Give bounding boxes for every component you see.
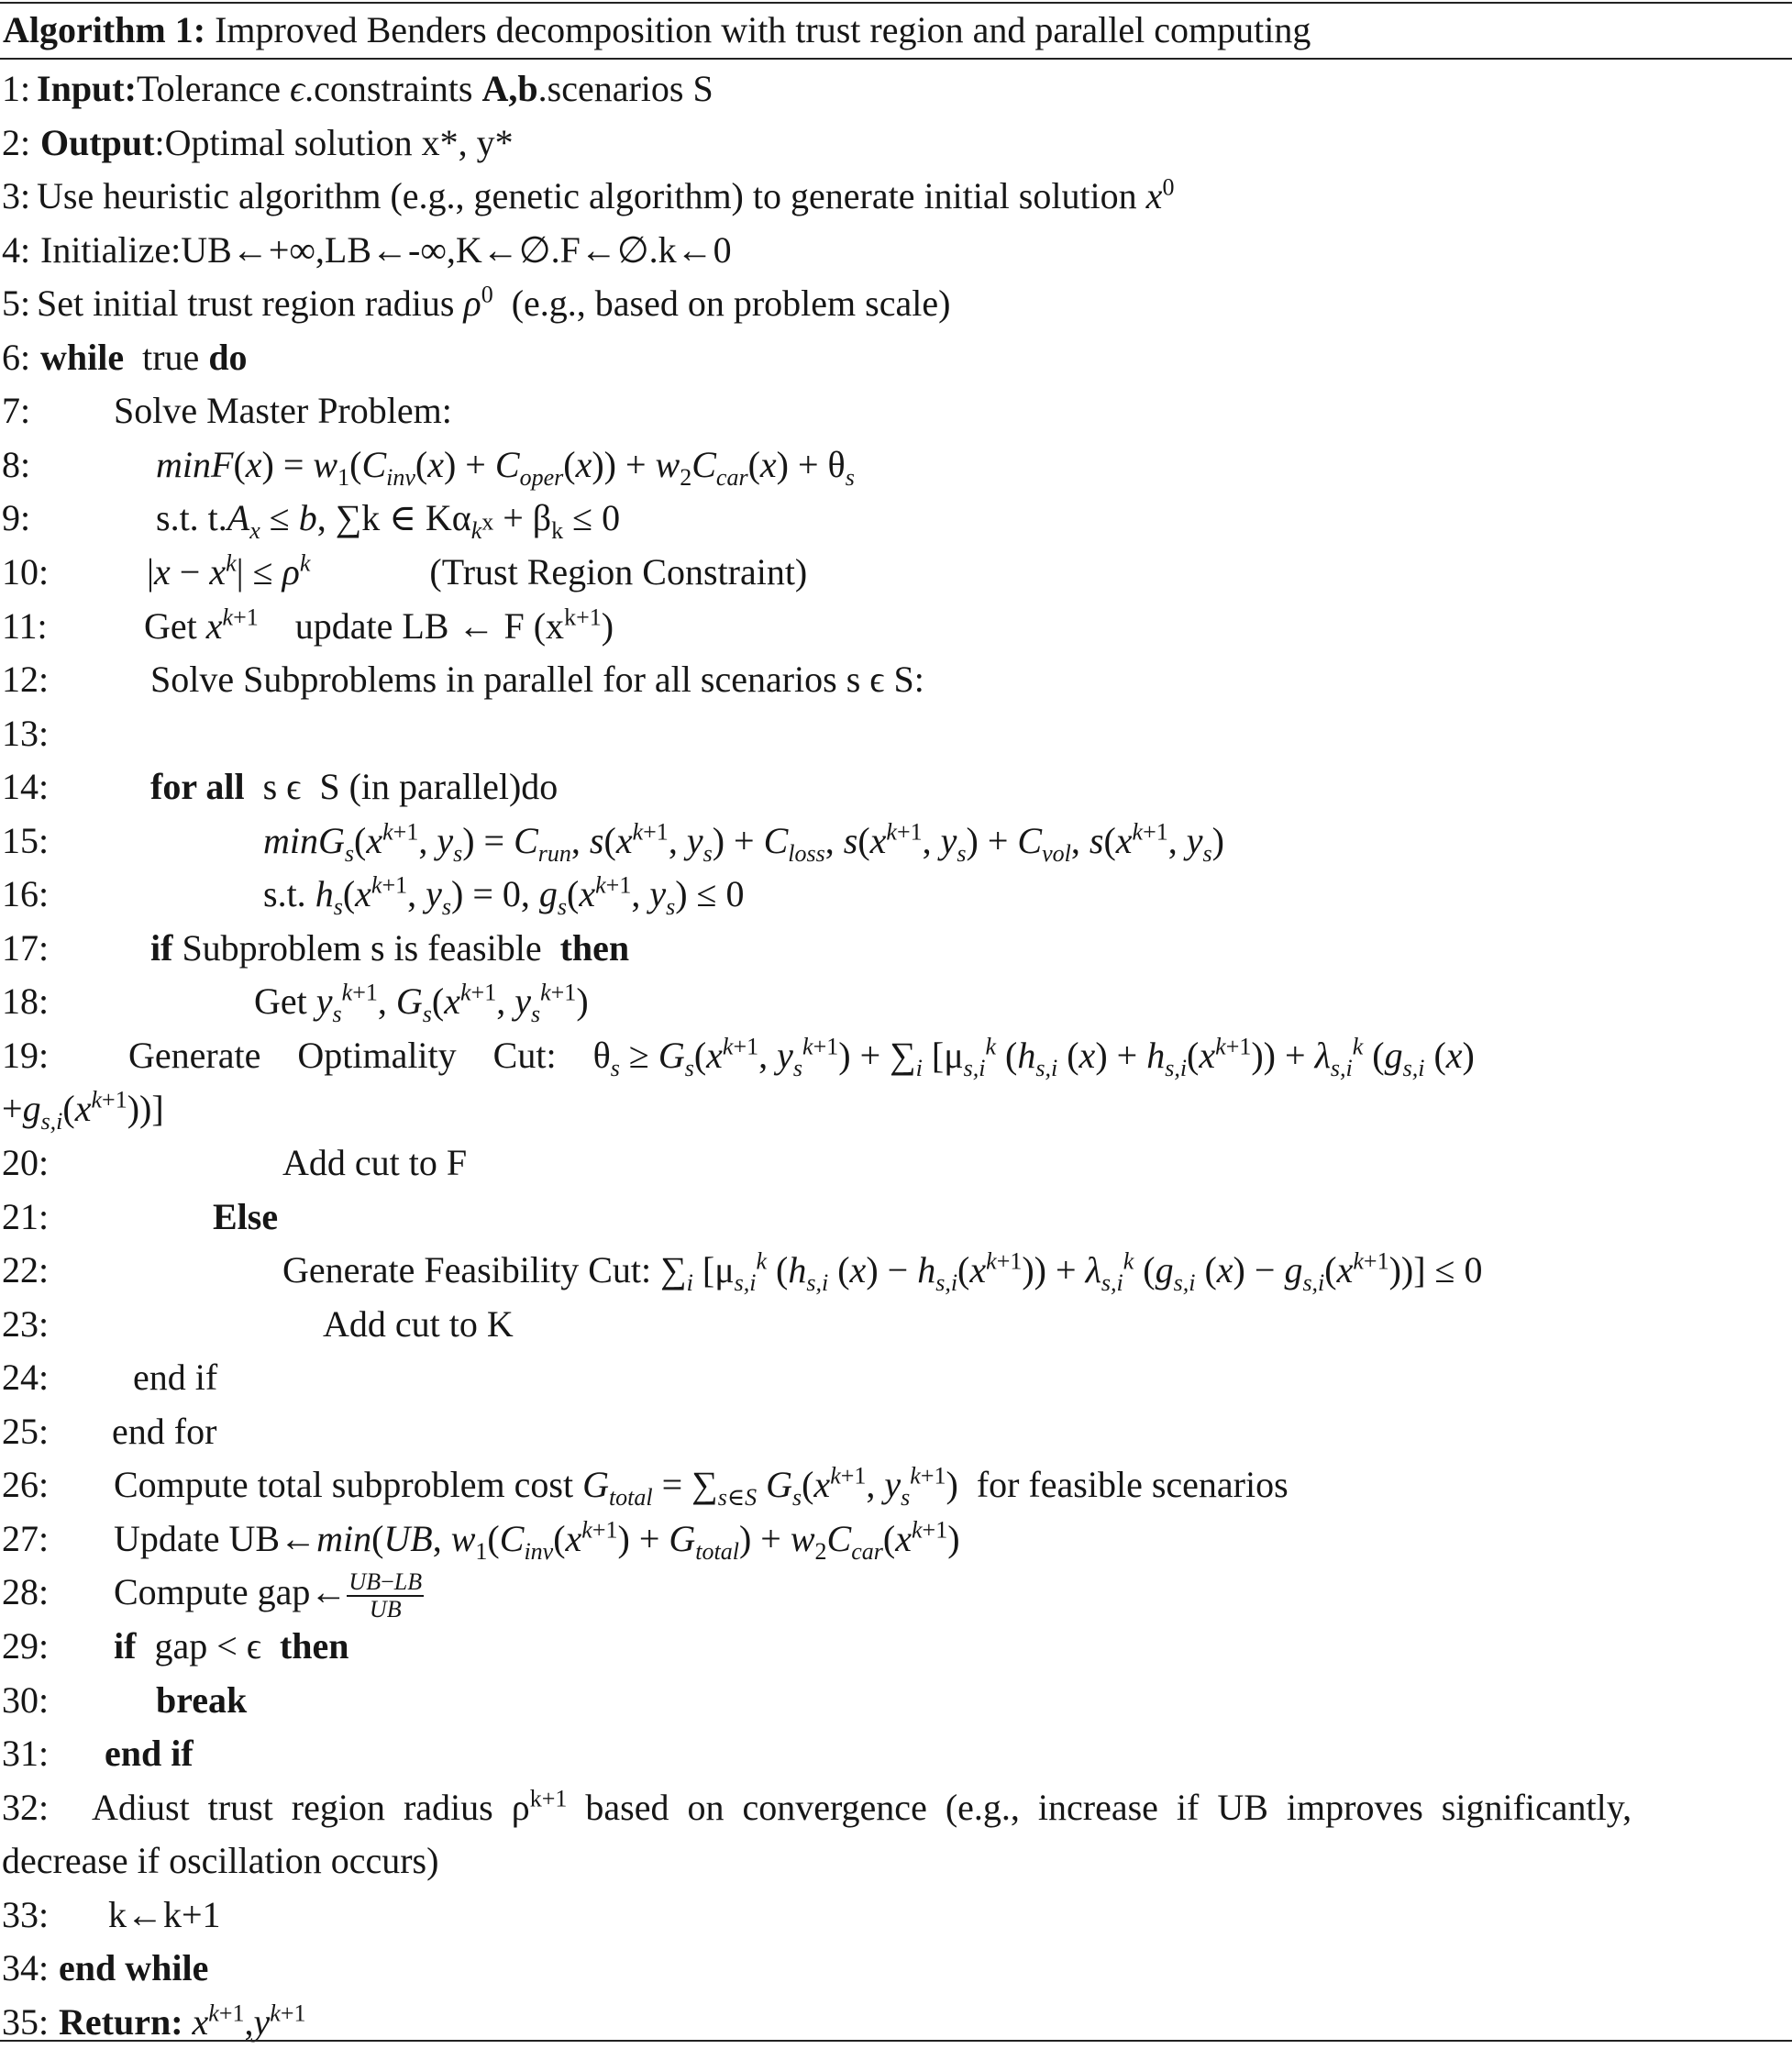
line-number: 3: [2, 175, 31, 217]
line-text: Use heuristic algorithm (e.g., genetic algorithm) to generate initial solution $x^0$ [37, 173, 1175, 217]
algorithm-line [0, 492, 1792, 545]
line-text: end for [112, 1410, 217, 1452]
line-text: end while [59, 1947, 209, 1989]
line-text: Get $x^{k+1}$ update LB ← F $(x^{k+1})$ [144, 604, 614, 647]
algorithm-line [0, 1244, 1792, 1297]
algorithm-line [0, 277, 1792, 330]
line-text: decrease if oscillation occurs) [2, 1840, 439, 1882]
line-number: 26: [2, 1464, 50, 1506]
line-number: 9: [2, 497, 31, 539]
line-number: 24: [2, 1357, 50, 1399]
line-text: $\min G_s(x^{k+1}$, $y_s) = C_{run}$, $s(x^{k+1}$, $y_s) + C_{loss}$, $s(x^{k+1}$, $y_s) + C_{vol}$, $s(x^{k+1}$, $y_s$) [263, 818, 1224, 867]
line-number: 12: [2, 659, 50, 701]
line-text: while true do [40, 336, 248, 378]
algorithm-line [0, 600, 1792, 653]
algorithm-line [0, 1512, 1792, 1566]
line-text: Solve Subproblems in parallel for all scenarios s ϵ S: [150, 659, 924, 701]
line-number: 32: [2, 1786, 50, 1828]
algorithm-line [0, 1082, 1792, 1135]
line-number: 8: [2, 443, 31, 485]
algorithm-line [0, 814, 1792, 868]
line-text: Generate Feasibility Cut: $\sum_i$ [$\mu_{s,i}^k$ ($h_{s,i}$ $(x) - h_{s,i}(x^{k+1})) + \lambda_{s,i}^k$ ($g_{s,i}$ $(x) - g_{s,i}(x^{k+1}))] \le 0$ [282, 1247, 1483, 1297]
line-number: 5: [2, 282, 31, 325]
line-text: Get $y_s^{k+1}$, $G_s(x^{k+1}$, $y_s^{k+1}$) [254, 980, 589, 1028]
algorithm-line [0, 1298, 1792, 1351]
algorithm-header [3, 6, 1311, 55]
algorithm-line [0, 975, 1792, 1028]
algorithm-line [0, 653, 1792, 706]
line-number: 1: [2, 68, 31, 109]
algorithm-line [0, 1566, 1792, 1623]
line-number: 25: [2, 1410, 50, 1452]
line-text: end if [133, 1357, 218, 1399]
algorithm-line [0, 170, 1792, 223]
line-number: 29: [2, 1624, 50, 1667]
line-number: 20: [2, 1142, 50, 1183]
algorithm-line [0, 224, 1792, 277]
algorithm-line [0, 1674, 1792, 1727]
line-text: Add cut to F [282, 1142, 468, 1183]
line-number: 7: [2, 390, 31, 432]
algorithm-line [0, 1405, 1792, 1458]
line-number: 17: [2, 926, 50, 969]
line-text: break [156, 1678, 248, 1721]
line-text: end if [105, 1733, 194, 1775]
line-number: 23: [2, 1302, 50, 1345]
line-text: Adiust trust region radius $\rho^{k+1}$ based on convergence (e.g., increase if UB improves significantly, [92, 1785, 1632, 1828]
algorithm-line [0, 546, 1792, 599]
line-number: 15: [2, 819, 50, 861]
algorithm-line [0, 1727, 1792, 1780]
line-number: 14: [2, 766, 50, 808]
algorithm-line [0, 116, 1792, 170]
line-number: 11: [2, 604, 48, 647]
line-number: 33: [2, 1893, 50, 1935]
line-text: for all s ϵ S (in parallel)do [150, 766, 559, 808]
line-text: s.t. $t.A_x \le b$, ∑k ∈ $K\alpha_{k^x} + \beta_k \le 0$ [156, 497, 621, 545]
line-number: 6: [2, 336, 31, 378]
line-number: 27: [2, 1517, 50, 1559]
line-text: $+g_{s,i}(x^{k+1})$)] [2, 1087, 164, 1135]
line-text: if gap < ϵ then [114, 1624, 349, 1667]
line-text: Compute gap← $\frac{UB-LB}{UB}$ [114, 1568, 423, 1623]
line-number: 21: [2, 1195, 50, 1237]
line-number: 35: [2, 2000, 50, 2043]
line-number: 16: [2, 873, 50, 915]
line-number: 31: [2, 1733, 50, 1775]
line-text: Return: $x^{k+1},y^{k+1}$ [59, 1999, 306, 2043]
line-number: 18: [2, 980, 50, 1023]
top-rule [0, 2, 1792, 4]
algorithm-label: Algorithm 1: [3, 9, 206, 50]
algorithm-line [0, 1191, 1792, 1244]
algorithm-line [0, 1942, 1792, 1995]
algorithm-title: Improved Benders decomposition with trust region and parallel computing [215, 9, 1311, 50]
line-text: $\min F(x) = w_1(C_{inv}(x) + C_{oper}(x)) + w_2C_{car}(x) + \theta_s$ [156, 443, 855, 491]
algorithm-line [0, 1458, 1792, 1512]
line-text: Input:Tolerance ϵ.constraints A,b.scenarios S [37, 68, 713, 109]
line-text: Generate Optimality Cut: $\theta_s \ge G_s(x^{k+1}$, $y_s^{k+1}) + \sum_i$ [$\mu_{s,i}^k$ ($h_{s,i}$ $(x) + h_{s,i}(x^{k+1})) + \lambda_{s,i}^k$ ($g_{s,i}$ (x) [128, 1033, 1475, 1081]
algorithm-line [0, 760, 1792, 814]
algorithm-line [0, 922, 1792, 975]
line-text: Output:Optimal solution x*, y* [40, 121, 514, 163]
algorithm-line [0, 384, 1792, 437]
line-number: 2: [2, 121, 31, 163]
line-text: if Subproblem s is feasible then [150, 926, 630, 969]
algorithm-line [0, 62, 1792, 116]
algorithm-line [0, 1620, 1792, 1673]
line-number: 19: [2, 1034, 50, 1076]
header-rule [0, 58, 1792, 60]
algorithm-line [0, 868, 1792, 921]
bottom-rule [0, 2040, 1792, 2042]
line-text: Else [213, 1195, 279, 1237]
line-number: 30: [2, 1678, 50, 1721]
algorithm-line [0, 438, 1792, 492]
line-number: 28: [2, 1571, 50, 1613]
algorithm-line [0, 1136, 1792, 1190]
line-number: 10: [2, 550, 50, 593]
algorithm-line [0, 1834, 1792, 1888]
algorithm-line [0, 1029, 1792, 1082]
line-number: 13: [2, 712, 50, 754]
line-text: $|x - x^k| \le \rho^k$ (Trust Region Constraint) [147, 549, 808, 593]
algorithm-line [0, 1888, 1792, 1942]
algorithm-line [0, 331, 1792, 384]
line-text: Set initial trust region radius $\rho^0$ (e.g., based on problem scale) [37, 281, 951, 325]
line-number: 34: [2, 1947, 50, 1989]
algorithm-line [0, 1781, 1792, 1834]
line-text: s.t. $h_s(x^{k+1}$, $y_s) = 0$, $g_s(x^{k+1}$, $y_s) \le 0$ [263, 871, 745, 921]
line-number: 4: [2, 228, 31, 271]
line-text: Initialize:UB←+∞,LB←-∞,K←∅.F←∅.k←0 [40, 228, 732, 271]
line-text: k←k+1 [108, 1893, 221, 1935]
line-text: Update UB←min(UB, $w_1(C_{inv}(x^{k+1}) + G_{total}) + w_2C_{car}(x^{k+1})$ [114, 1516, 960, 1565]
line-number: 22: [2, 1249, 50, 1291]
line-text: Solve Master Problem: [114, 390, 452, 432]
algorithm-line [0, 707, 1792, 760]
line-text: Compute total subproblem cost $G_{total} = \sum_{s\in S}$ $G_s(x^{k+1}$, $y_s^{k+1}$) for feasible scenarios [114, 1462, 1289, 1512]
line-text: Add cut to K [323, 1302, 514, 1345]
algorithm-line [0, 1351, 1792, 1404]
